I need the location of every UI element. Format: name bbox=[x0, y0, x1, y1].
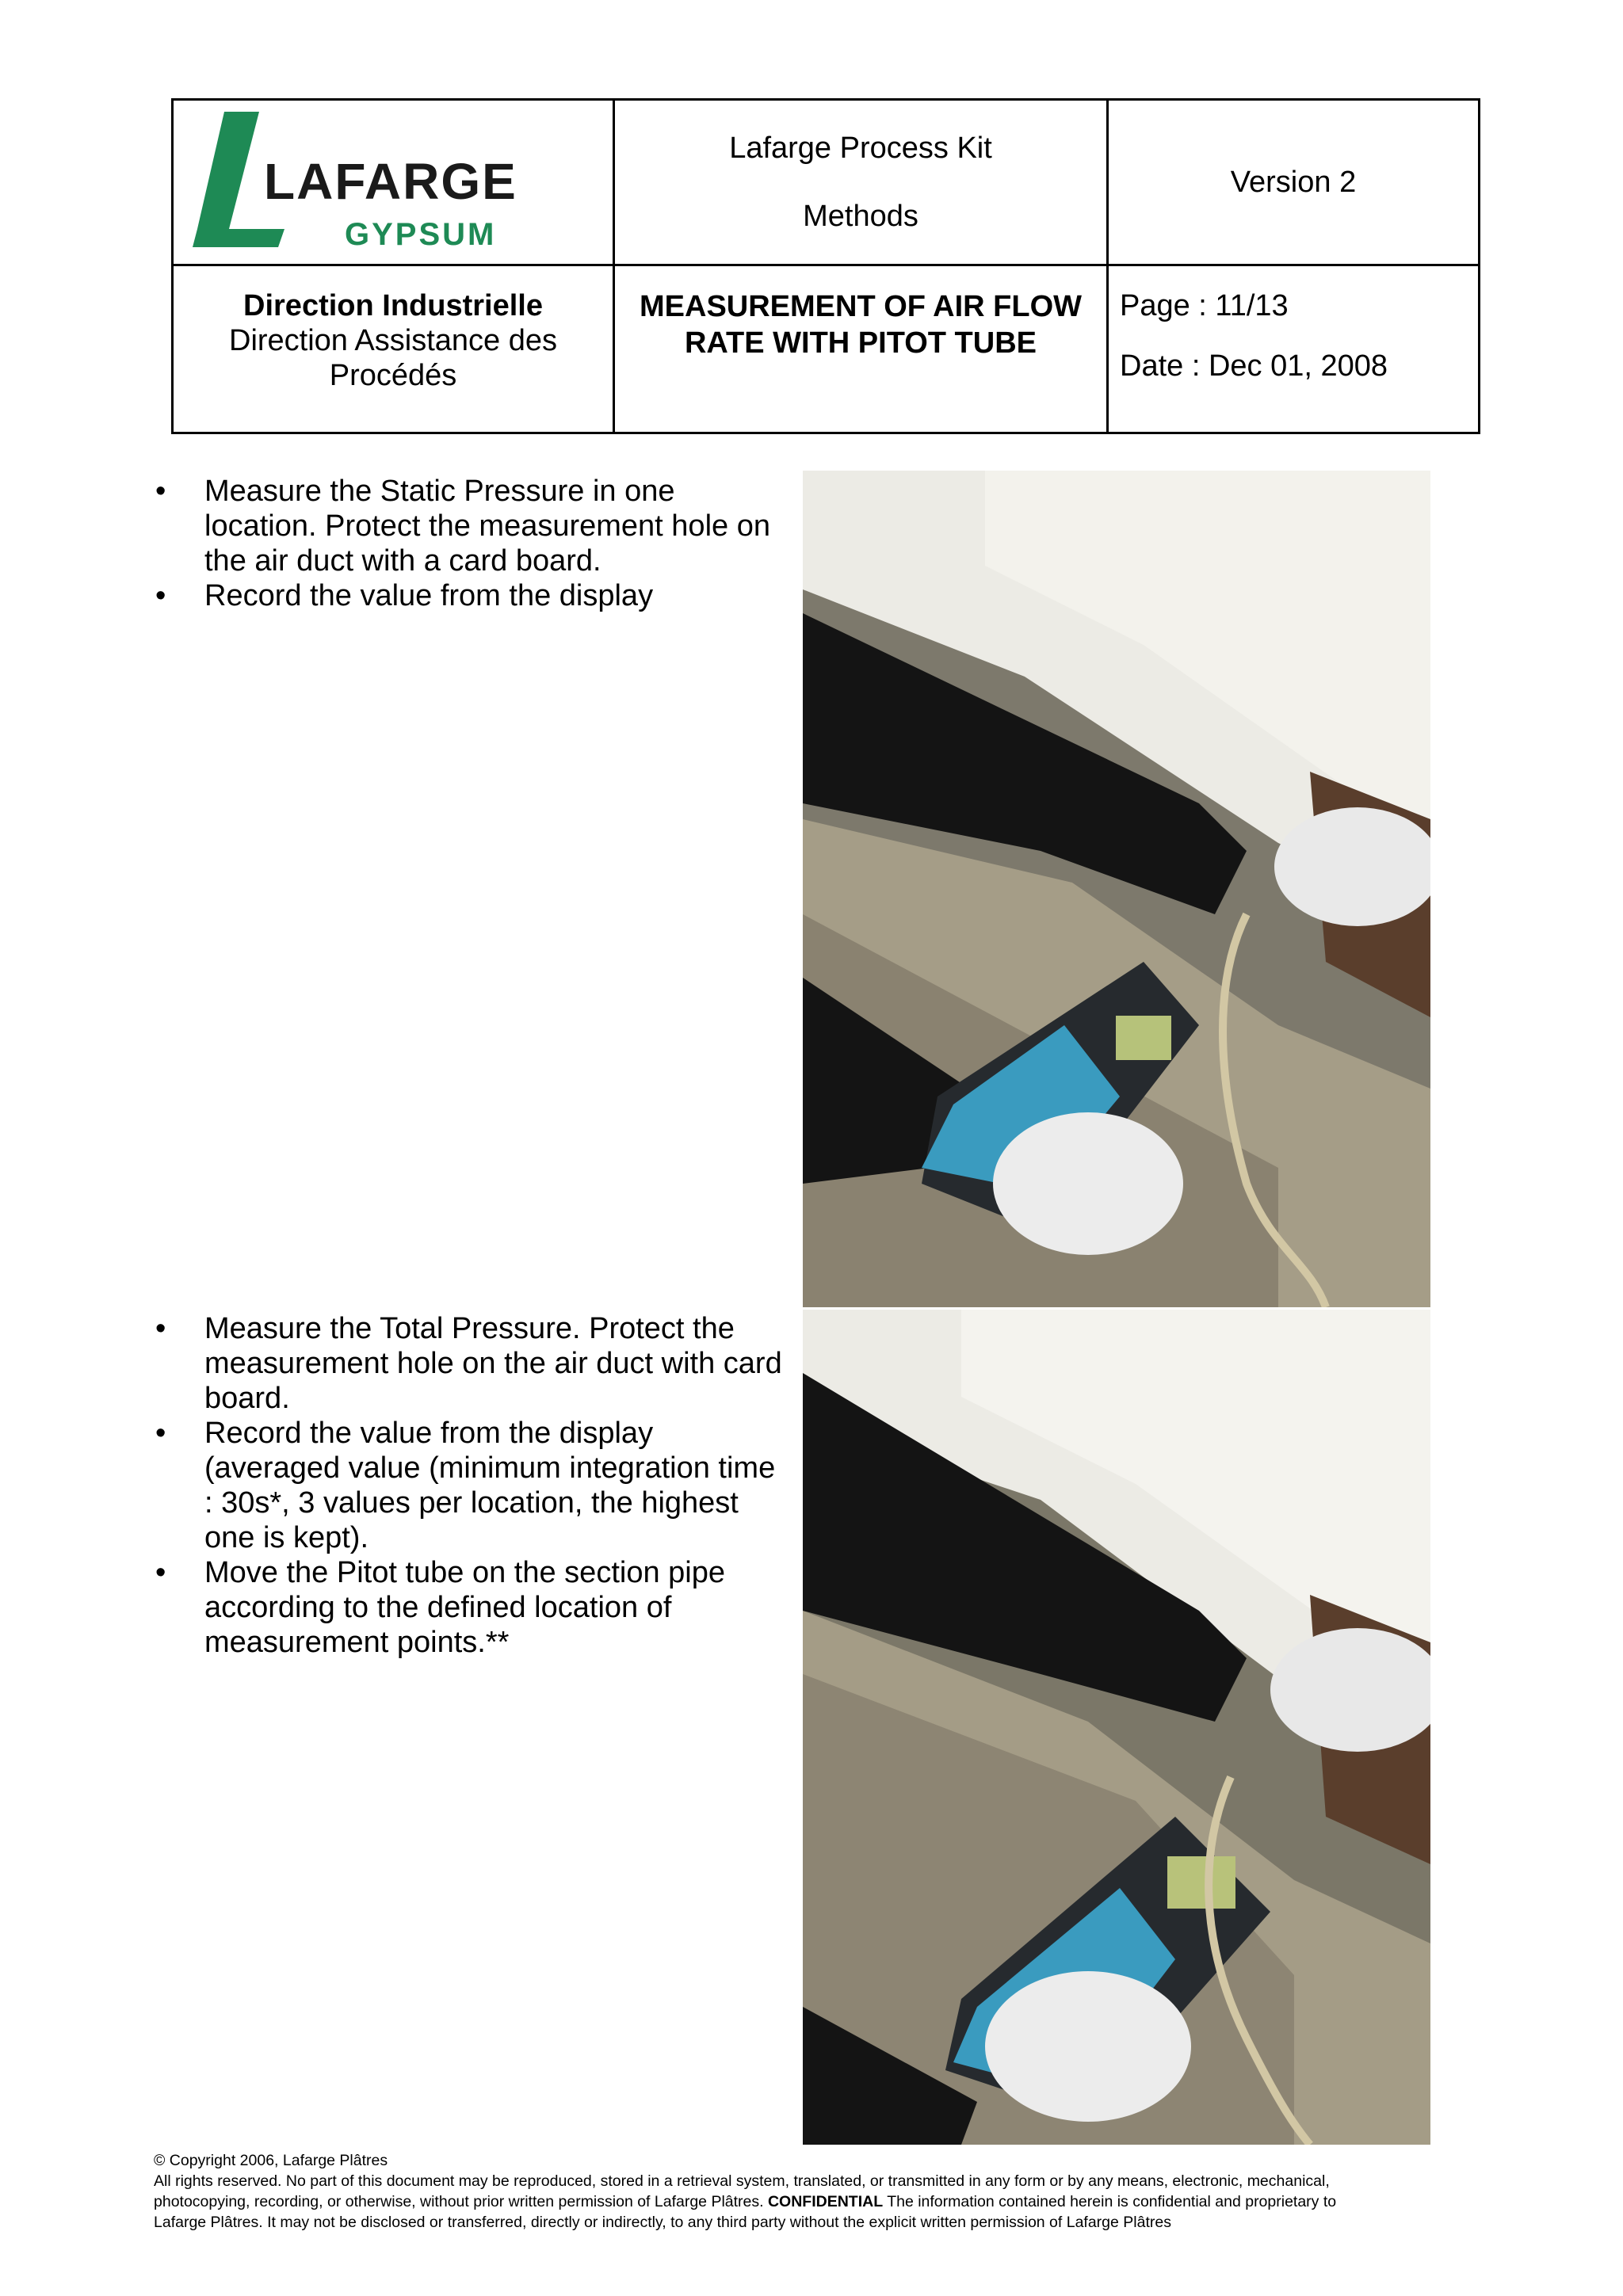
logo-cell bbox=[173, 100, 614, 265]
bullet-item: • Measure the Static Pressure in one location. Protect the measurement hole on the air duct with a card board. bbox=[155, 474, 789, 578]
kit-subtitle: Methods bbox=[803, 200, 918, 233]
static-pressure-photo bbox=[803, 471, 1430, 1307]
header-table bbox=[171, 98, 1480, 434]
document-date: Date : Dec 01, 2008 bbox=[1120, 349, 1388, 383]
rights-line-3: Lafarge Plâtres. It may not be disclosed or transferred, directly or indirectly, to any third party without the explicit written permission of Lafarge Plâtres bbox=[154, 2214, 1171, 2231]
total-pressure-photo bbox=[803, 1310, 1430, 2145]
static-pressure-steps bbox=[155, 474, 789, 613]
lafarge-gypsum-logo bbox=[174, 101, 613, 264]
svg-text:LAFARGE: LAFARGE bbox=[264, 153, 517, 210]
kit-title: Lafarge Process Kit bbox=[729, 132, 992, 165]
rights-line-2-tail: The information contained herein is confidential and proprietary to bbox=[883, 2193, 1337, 2210]
rights-line-2 bbox=[154, 2191, 1469, 2212]
meta-cell bbox=[1108, 265, 1480, 433]
svg-text:GYPSUM: GYPSUM bbox=[345, 217, 497, 252]
confidential-label: CONFIDENTIAL bbox=[767, 2193, 884, 2210]
version-label: Version 2 bbox=[1230, 165, 1357, 199]
bullet-item: • Record the value from the display (averaged value (minimum integration time : 30s*, 3 values per location, the highest one is kept). bbox=[155, 1416, 789, 1555]
copyright-line: © Copyright 2006, Lafarge Plâtres bbox=[154, 2152, 388, 2169]
rights-line-2-text: photocopying, recording, or otherwise, without prior written permission of Lafarge Plâtres. bbox=[154, 2193, 768, 2210]
document-title-cell bbox=[614, 265, 1108, 433]
document-title-line1: MEASUREMENT OF AIR FLOW bbox=[640, 290, 1082, 323]
direction-cell bbox=[173, 265, 614, 433]
document-title-line2: RATE WITH PITOT TUBE bbox=[684, 326, 1037, 360]
total-pressure-steps bbox=[155, 1311, 789, 1660]
version-cell bbox=[1108, 100, 1480, 265]
bullet-item: • Move the Pitot tube on the section pipe according to the defined location of measurement points.** bbox=[155, 1555, 789, 1660]
bullet-item: • Measure the Total Pressure. Protect the measurement hole on the air duct with card board. bbox=[155, 1311, 789, 1416]
bullet-item: • Record the value from the display bbox=[155, 578, 789, 613]
page-number: Page : 11/13 bbox=[1120, 289, 1289, 322]
footer bbox=[154, 2150, 1469, 2233]
direction-subtitle: Direction Assistance des Procédés bbox=[229, 324, 557, 392]
kit-cell bbox=[614, 100, 1108, 265]
rights-line-1: All rights reserved. No part of this document may be reproduced, stored in a retrieval system, translated, or transmitted in any form or by any means, electronic, mechanical, bbox=[154, 2172, 1330, 2190]
direction-title: Direction Industrielle bbox=[243, 289, 543, 322]
